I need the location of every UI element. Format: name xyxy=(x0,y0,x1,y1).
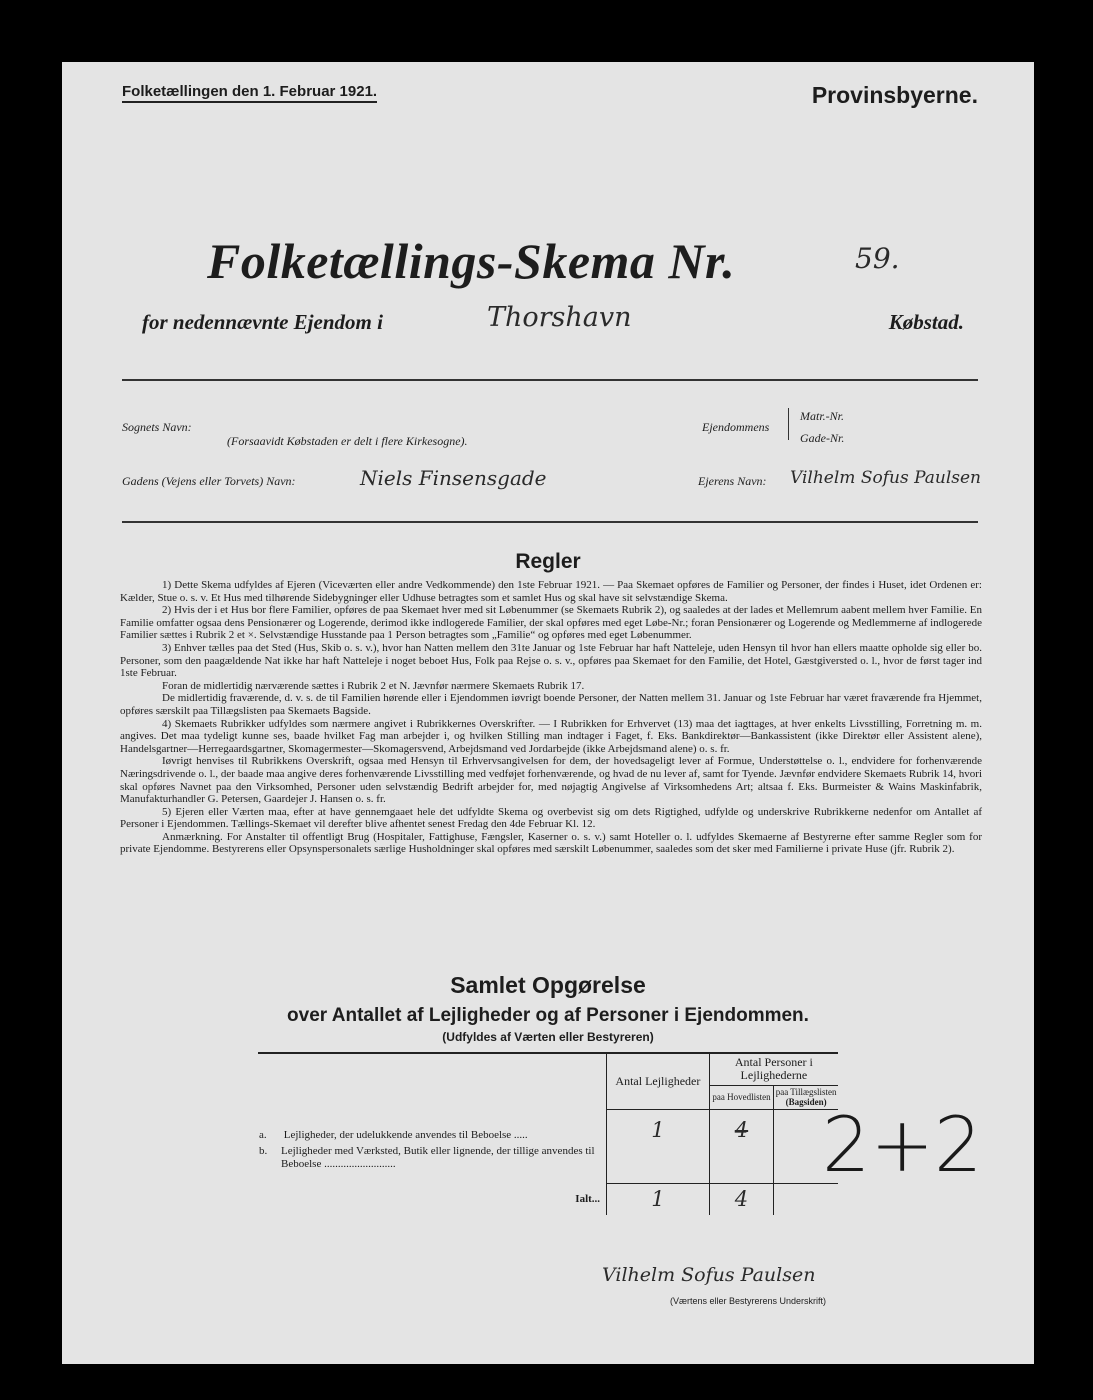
divider-bottom xyxy=(122,521,978,523)
summary-subtitle: over Antallet af Lejligheder og af Personer i Ejendommen. xyxy=(287,1005,809,1026)
table-row xyxy=(258,1143,607,1183)
matr-label: Matr.-Nr. xyxy=(800,409,845,423)
subtitle-right: Købstad. xyxy=(888,310,964,334)
rule-paragraph: Iøvrigt henvises til Rubrikkens Overskrift, ogsaa med Hensyn til Erhvervsangivelsen for dem, der hovedsageligt lever af Formue, Understøttelse o. l., endvidere for forhenværende Næringsdrivende o. l., der baade maa angive deres forhenværende Livsstilling med vedføjet forhenværende, og hvad de nu lever af, samt for Tyende. Jævnfør endvidere Skemaets Rubrik 14, hvori skal opføres Navnet paa den Virksomhed, Personer uden selvstændig Bedrift arbejder for, med nøjagtig Angivelse af Virksomhedens Art; altsaa f. Eks. Burmeister & Wains Maskinfabrik, Manufakturhandler G. Petersen, Gaardejer J. Hansen o. s. fr. xyxy=(120,755,982,806)
handwritten-note: 2+2 xyxy=(822,1100,983,1189)
col-supp: paa Tillægslisten xyxy=(775,1087,837,1097)
owner-value: Vilhelm Sofus Paulsen xyxy=(790,468,982,488)
row-letter: a. xyxy=(259,1129,267,1141)
divider-top xyxy=(122,379,978,381)
parish-label: Sognets Navn: xyxy=(122,420,192,434)
summary-title: Samlet Opgørelse xyxy=(450,972,646,998)
summary-note: (Udfyldes af Værten eller Bestyreren) xyxy=(442,1030,654,1044)
header-right: Provinsbyerne. xyxy=(811,82,978,108)
rule-paragraph: 4) Skemaets Rubrikker udfyldes som nærmere angivet i Rubrikkernes Overskrifter. — I Rubrikken for Erhvervet (13) maa det iagttages, at hver enkelts Livsstilling, Forretning m. m. angives. Det maa tydeligt kunne ses, baade hvilket Fag man arbejder i, og hvilken Stilling man indtager i Faget, f. Eks. Bankdirektør—Bankassistent (ikke Direktør eller Assistent alene), Handelsgartner—Herregaardsgartner, Skomagermester—Skomagersvend, Arbejdsmand ved Jordarbejde (ikke Arbejdsmand alene) o. s. fr. xyxy=(120,717,982,755)
col-persons: Antal Personer i Lejlighederne xyxy=(709,1053,838,1085)
rule-paragraph: 2) Hvis der i et Hus bor flere Familier, opføres de paa Skemaet hver med sit Løbenummer (se Skemaets Rubrik 2), og saaledes at der lades et Mellemrum aabent mellem hver Familie. En Familie omfatter ogsaa dens Pensionærer og Logerende, derimod ikke indlogerede Familier, der skal opføres med eget Løbe-Nr.; foran Pensionærer og Logerende og Medlemmerne af indlogerede Familier sættes i Rubrik 2 et ×. Selvstændige Husstande paa 1 Person betragtes som „Familie“ og opføres med eget Løbenummer. xyxy=(120,604,982,642)
summary-table xyxy=(258,1052,838,1215)
col-supp-sub: (Bagsiden) xyxy=(785,1097,827,1107)
rule-paragraph: De midlertidig fraværende, d. v. s. de til Familien hørende eller i Ejendommen iøvrigt boende Personer, der Natten mellem 31. Januar og 1ste Februar har været fraværende fra Hjemmet, opføres særskilt paa Tillægslisten paa Skemaets Bagside. xyxy=(120,692,982,717)
rule-paragraph: Anmærkning. For Anstalter til offentligt Brug (Hospitaler, Fattighuse, Fængsler, Kaserner o. s. v.) samt Hoteller o. l. udfyldes Skemaerne af Bestyrerne efter samme Regler som for private Ejendomme. Bestyrerens eller Opsynspersonalets særlige Husholdninger skal opføres med særskilt Løbenummer, saaledes som det sker med Familierne i private Huse (jfr. Rubrik 2). xyxy=(120,830,982,856)
row-label: Lejligheder, der udelukkende anvendes til Beboelse ..... xyxy=(283,1129,528,1141)
total-label: Ialt... xyxy=(575,1193,601,1205)
row-letter: b. xyxy=(259,1145,268,1157)
city-value: Thorshavn xyxy=(487,302,632,333)
property-label: Ejendommens xyxy=(702,420,770,434)
rule-paragraph: 5) Ejeren eller Værten maa, efter at have gennemgaaet hele det udfyldte Skema og overbevist sig om dets Rigtighed, udfylde og underskrive Rubrikkerne nedenfor om Antallet af Personer i Ejendommen. Tællings-Skemaet vil derefter blive afhentet senest Fredag den 4de Februar Kl. 12. xyxy=(120,805,982,831)
row-main: 4 xyxy=(709,1109,773,1143)
owner-label: Ejerens Navn: xyxy=(698,474,767,488)
signature: Vilhelm Sofus Paulsen xyxy=(602,1264,816,1286)
row-label: Lejligheder med Værksted, Butik eller lignende, der tillige anvendes til Beboelse .......................... xyxy=(281,1145,595,1170)
table-row xyxy=(258,1109,607,1143)
rules-text xyxy=(120,579,982,856)
form-title: Folketællings-Skema Nr. xyxy=(207,233,736,289)
row-apartments xyxy=(607,1143,710,1183)
rules-heading: Regler xyxy=(515,550,581,573)
total-apartments: 1 xyxy=(607,1183,710,1215)
total-main: 4 xyxy=(709,1183,773,1215)
col-apartments: Antal Lejligheder xyxy=(607,1053,710,1109)
rule-paragraph: Foran de midlertidig nærværende sættes i Rubrik 2 et N. Jævnfør nærmere Skemaets Rubrik 17. xyxy=(162,679,585,692)
form-number: 59. xyxy=(855,242,900,275)
subtitle-left: for nedennævnte Ejendom i xyxy=(142,310,383,334)
signature-caption: (Værtens eller Bestyrerens Underskrift) xyxy=(670,1296,827,1306)
row-apartments: 1 xyxy=(607,1109,710,1143)
street-value: Niels Finsensgade xyxy=(360,466,547,490)
gade-label: Gade-Nr. xyxy=(800,431,845,445)
rule-paragraph: 3) Enhver tælles paa det Sted (Hus, Skib o. s. v.), hvor han Natten mellem den 31te Januar og 1ste Februar har haft Natteleje, uden Hensyn til hvor han ellers maatte opholde sig eller bo. Personer, som den paagældende Nat ikke har haft Natteleje i noget beboet Hus, Folk paa Rejse o. s. v., opføres paa Skemaet for den Familie, det Hotel, Gæstgiversted o. l., hvor de først tager ind 1ste Februar. xyxy=(120,641,982,680)
property-brace xyxy=(788,408,795,440)
street-label: Gadens (Vejens eller Torvets) Navn: xyxy=(122,474,296,488)
rule-paragraph: 1) Dette Skema udfyldes af Ejeren (Viceværten eller andre Vedkommende) den 1ste Februar 1921. — Paa Skemaet opføres de Familier og Personer, der findes i Huset, idet Ordenen er: Kælder, Stue o. s. v. Et Hus med tilhørende Sidebygninger eller Udhuse betragtes som et samlet Hus og skal have sit selvstændige Skema. xyxy=(120,579,982,604)
col-main: paa Hovedlisten xyxy=(709,1085,773,1109)
row-main xyxy=(709,1143,773,1183)
header-left: Folketællingen den 1. Februar 1921. xyxy=(122,83,377,103)
parish-note: (Forsaavidt Købstaden er delt i flere Kirkesogne). xyxy=(227,434,468,448)
census-form xyxy=(62,62,1034,1364)
